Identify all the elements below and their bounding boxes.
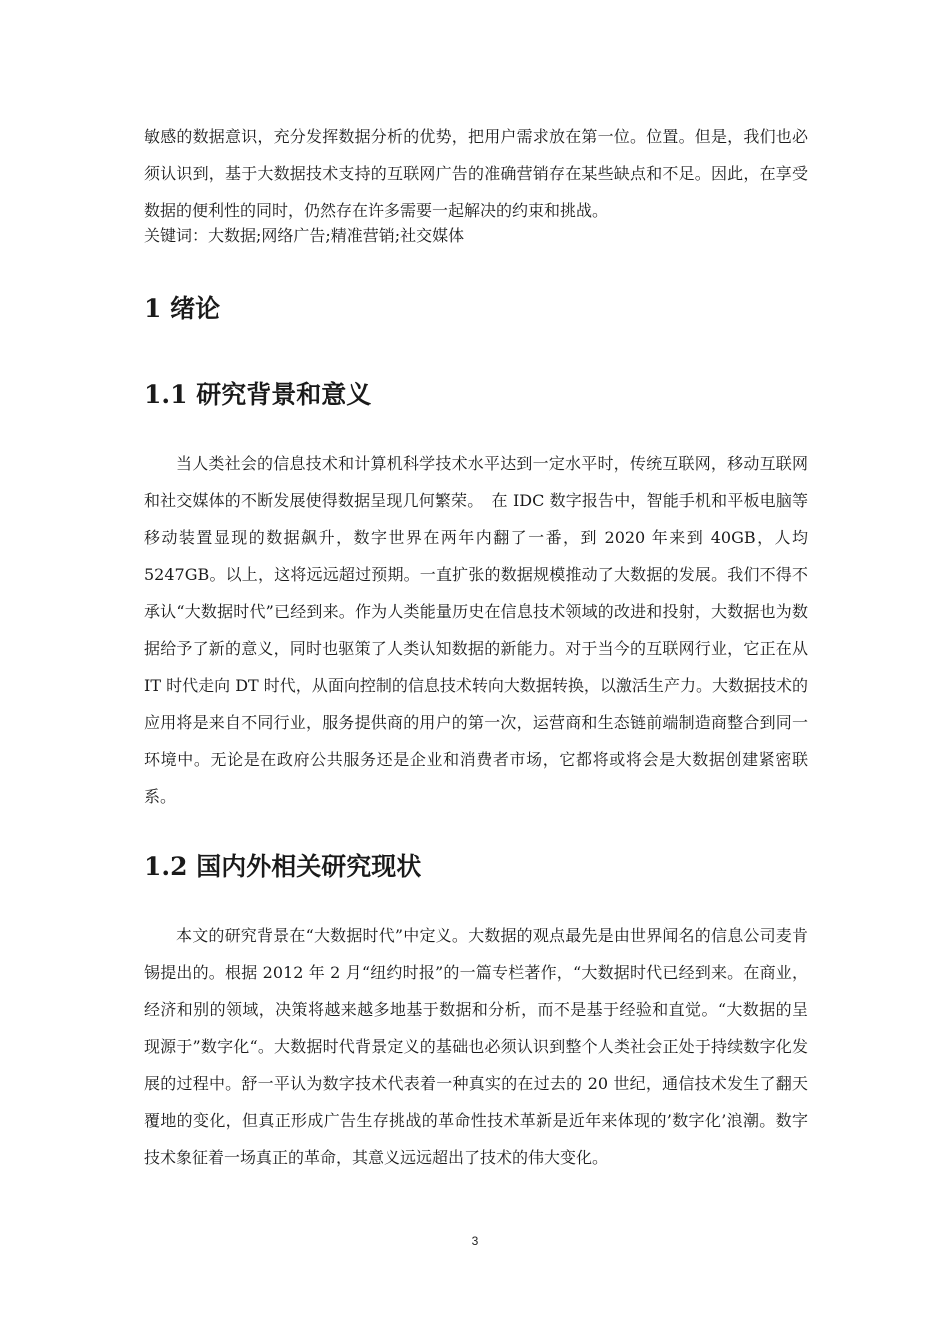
section-spacer xyxy=(144,411,808,445)
abstract-continued-paragraph: 敏感的数据意识，充分发挥数据分析的优势，把用户需求放在第一位。位置。但是，我们也必须认识到，基于大数据技术支持的互联网广告的准确营销存在某些缺点和不足。因此，在享受数据的便利性的同时，仍然存在许多需要一起解决的约束和挑战。 xyxy=(144,127,808,220)
section-spacer xyxy=(144,883,808,917)
section-paragraph-background: 当人类社会的信息技术和计算机科学技术水平达到一定水平时，传统互联网，移动互联网和社交媒体的不断发展使得数据呈现几何繁荣。 在 IDC 数字报告中，智能手机和平板电脑等移动装置显现的数据飙升，数字世界在两年内翻了一番，到 2020 年来到 40GB，人均 5247GB。以上，这将远远超过预期。一直扩张的数据规模推动了大数据的发展。我们不得不承认“大数据时代”已经到来。作为人类能量历史在信息技术领域的改进和投射，大数据也为数据给予了新的意义，同时也驱策了人类认知数据的新能力。对于当今的互联网行业，它正在从 IT 时代走向 DT 时代，从面向控制的信息技术转向大数据转换，以激活生产力。大数据技术的应用将是来自不同行业，服务提供商的用户的第一次，运营商和生态链前端制造商整合到同一环境中。无论是在政府公共服务还是企业和消费者市场，它都将或将会是大数据创建紧密联系。 xyxy=(144,454,808,806)
keywords-line: 关键词：大数据;网络广告;精准营销;社交媒体 xyxy=(144,226,465,245)
section-paragraph-research-status: 本文的研究背景在“大数据时代”中定义。大数据的观点最先是由世界闻名的信息公司麦肯锡提出的。根据 2012 年 2 月“纽约时报”的一篇专栏著作，“大数据时代已经到来。在商业，经济和别的领域，决策将越来越多地基于数据和分析，而不是基于经验和直觉。“大数据的呈现源于”数字化“。大数据时代背景定义的基础也必须认识到整个人类社会正处于持续数字化发展的过程中。舒一平认为数字技术代表着一种真实的在过去的 20 世纪，通信技术发生了翻天覆地的变化，但真正形成广告生存挑战的革命性技术革新是近年来体现的’数字化’浪潮。数字技术象征着一场真正的革命，其意义远远超出了技术的伟大变化。 xyxy=(144,926,808,1167)
section-heading-background: 1.1 研究背景和意义 xyxy=(144,380,372,409)
page-body xyxy=(144,118,808,1176)
chapter-heading: 1 绪论 xyxy=(144,294,221,323)
page-number: 3 xyxy=(471,1234,479,1248)
section-heading-research-status: 1.2 国内外相关研究现状 xyxy=(144,852,422,881)
